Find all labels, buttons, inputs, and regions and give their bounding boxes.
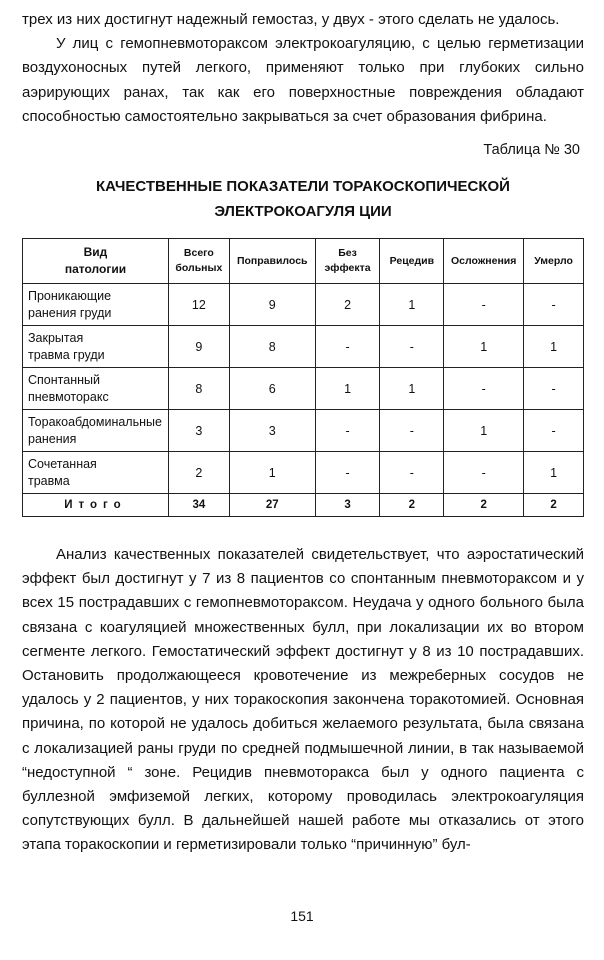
cell-relapse: 1 [380, 284, 444, 326]
cell-relapse: - [380, 326, 444, 368]
total-cell: 2 [444, 494, 524, 517]
cell-no-effect: - [315, 452, 380, 494]
cell-died: - [524, 410, 584, 452]
cell-recovered: 8 [229, 326, 315, 368]
header-line: Осложнения [451, 254, 517, 267]
cell-died: 1 [524, 326, 584, 368]
table-row [23, 284, 584, 326]
header-line: Рецедив [389, 254, 435, 267]
cell-recovered: 1 [229, 452, 315, 494]
header-line: патологии [64, 262, 127, 276]
cell-died: - [524, 284, 584, 326]
cell-relapse: 1 [380, 368, 444, 410]
cell-recovered: 6 [229, 368, 315, 410]
header-line: Вид [83, 245, 108, 259]
results-table [22, 238, 584, 517]
cell-no-effect: - [315, 410, 380, 452]
cell-complications: - [444, 368, 524, 410]
table-row [23, 452, 584, 494]
table-title [22, 174, 584, 224]
page-number: 151 [290, 908, 314, 924]
cell-total: 12 [168, 284, 229, 326]
header-pathology [23, 239, 169, 284]
row-label-line: Торакоабдоминальные [28, 414, 162, 429]
cell-died: - [524, 368, 584, 410]
cell-recovered: 3 [229, 410, 315, 452]
cell-total: 3 [168, 410, 229, 452]
row-label [23, 326, 169, 368]
table-title-line-1: КАЧЕСТВЕННЫЕ ПОКАЗАТЕЛИ ТОРАКОСКОПИЧЕСКОЙ [96, 178, 510, 195]
table-header-row [23, 239, 584, 284]
total-cell: 27 [229, 494, 315, 517]
header-line: больных [175, 262, 223, 274]
total-label: Итого [23, 494, 169, 517]
row-label-line: Сочетанная [28, 456, 97, 471]
cell-total: 8 [168, 368, 229, 410]
header-line: эффекта [324, 262, 371, 274]
row-label-line: ранения [28, 431, 77, 446]
row-label [23, 284, 169, 326]
table-number: Таблица № 30 [483, 142, 580, 158]
paragraph-analysis: Анализ качественных показателей свидетельствует, что аэростатический эффект был достигнут у 7 из 8 пациентов со спонтанным пневмотораксом и у всех 15 пострадавших с гемопневмотораксом. Неудача у одного больного была связана с коагуляцией множественных булл, при локализации их во втором сегменте легкого. Гемостатический эффект достигнут у 8 из 10 пострадавших. Остановить продолжающееся кровотечение из межреберных сосудов не удалось у 2 пациентов, у них торакоскопия закончена торакотомией. Основная причина, по которой не удалось добиться желаемого результата, была связана с локализацией раны груди по средней подмышечной линии, в так называемой “недоступной “ зоне. Рецидив пневмоторакса был у одного пациента с буллезной эмфиземой легких, которому проводилась электрокоагуляция сопутствующих булл. В дальнейшей нашей работе мы отказались от этого этапа торакоскопии и герметизировали только “причинную” бул- [22, 546, 584, 854]
cell-total: 9 [168, 326, 229, 368]
header-died [524, 239, 584, 284]
row-label-line: пневмоторакс [28, 389, 109, 404]
table-row [23, 410, 584, 452]
row-label [23, 368, 169, 410]
header-total-patients [168, 239, 229, 284]
cell-no-effect: - [315, 326, 380, 368]
row-label [23, 410, 169, 452]
header-no-effect [315, 239, 380, 284]
cell-total: 2 [168, 452, 229, 494]
cell-relapse: - [380, 410, 444, 452]
paragraph-continuation: трех из них достигнут надежный гемостаз, у двух - этого сделать не удалось. [22, 11, 560, 28]
row-label-line: Спонтанный [28, 372, 100, 387]
header-line: Умерло [534, 254, 573, 267]
table-total-row [23, 494, 584, 517]
header-line: Поправилось [236, 254, 308, 267]
header-recovered [229, 239, 315, 284]
cell-complications: - [444, 452, 524, 494]
cell-recovered: 9 [229, 284, 315, 326]
row-label [23, 452, 169, 494]
total-cell: 2 [524, 494, 584, 517]
header-relapse [380, 239, 444, 284]
row-label-line: ранения груди [28, 305, 112, 320]
cell-relapse: - [380, 452, 444, 494]
bottom-text-block [22, 543, 584, 858]
cell-no-effect: 1 [315, 368, 380, 410]
row-label-line: травма [28, 473, 70, 488]
table-row [23, 368, 584, 410]
cell-no-effect: 2 [315, 284, 380, 326]
header-complications [444, 239, 524, 284]
row-label-line: травма груди [28, 347, 105, 362]
table-row [23, 326, 584, 368]
top-text-block [22, 8, 584, 129]
header-line: Без [338, 247, 357, 259]
table-title-line-2: ЭЛЕКТРОКОАГУЛЯ ЦИИ [214, 203, 392, 220]
total-cell: 3 [315, 494, 380, 517]
cell-complications: 1 [444, 326, 524, 368]
row-label-line: Проникающие [28, 288, 112, 303]
cell-died: 1 [524, 452, 584, 494]
total-cell: 34 [168, 494, 229, 517]
paragraph-electrocoagulation: У лиц с гемопневмотораксом электрокоагуляцию, с целью герметизации воздухоносных путей легкого, применяют только при глубоких сильно аэрирующих ранах, так как его поверхностные повреждения обладают способностью самостоятельно закрываться за счет образования фибрина. [22, 35, 584, 125]
cell-complications: 1 [444, 410, 524, 452]
cell-complications: - [444, 284, 524, 326]
row-label-line: Закрытая [28, 330, 84, 345]
header-line: Всего [183, 247, 214, 259]
total-cell: 2 [380, 494, 444, 517]
